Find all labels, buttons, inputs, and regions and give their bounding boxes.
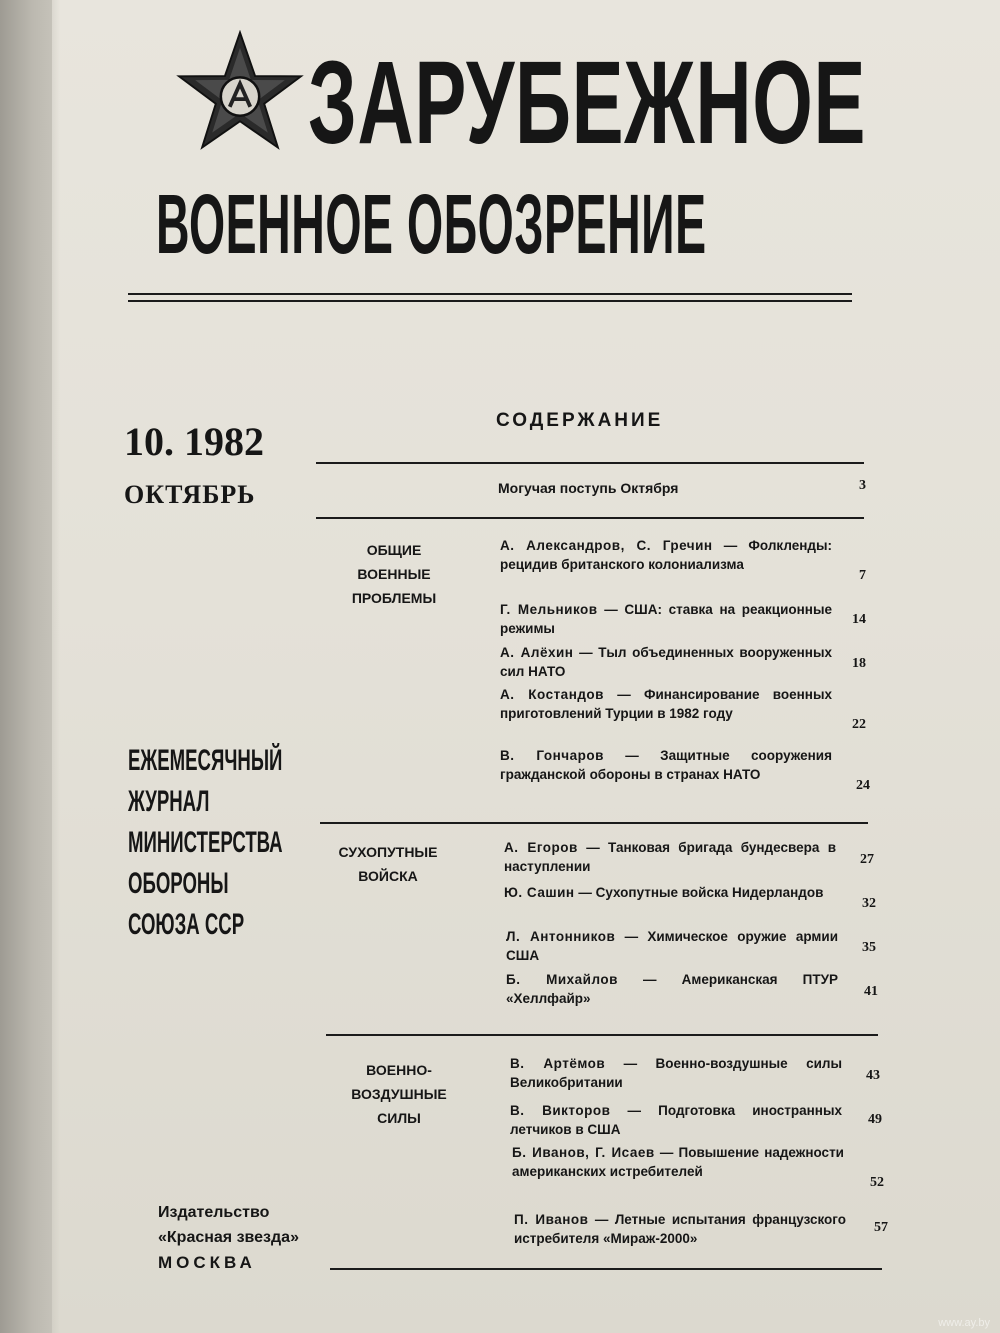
entry-author: П. Иванов <box>514 1212 589 1227</box>
toc-entry: Л. Антонников — Химическое оружие армии США <box>506 929 838 963</box>
entry-title: Фолкленды: рецидив британского колониализма <box>500 538 832 572</box>
entry-author: В. Викторов <box>510 1103 611 1118</box>
entry-page: 49 <box>868 1112 882 1127</box>
toc-entry: А. Костандов — Финансирование военных приготовлений Турции в 1982 году <box>500 687 832 721</box>
watermark: www.ay.by <box>938 1317 990 1329</box>
section-rule <box>316 517 864 519</box>
description-line: МИНИСТЕРСТВА <box>128 826 283 859</box>
contents-heading: СОДЕРЖАНИЕ <box>496 410 664 431</box>
entry-page: 41 <box>864 984 878 999</box>
entry-title: Американская ПТУР «Хеллфайр» <box>506 972 838 1006</box>
publisher-name: «Красная звезда» <box>158 1229 299 1246</box>
entry-title: Химическое оружие армии США <box>506 929 838 963</box>
entry-page: 52 <box>870 1175 884 1190</box>
issue-month: ОКТЯБРЬ <box>124 480 256 509</box>
entry-page: 22 <box>852 717 866 732</box>
toc-entry: В. Викторов — Подготовка иностранных летчиков в США <box>510 1103 842 1137</box>
entry-page: 35 <box>862 940 876 955</box>
toc-entry: В. Гончаров — Защитные сооружения гражданской обороны в странах НАТО <box>500 748 832 782</box>
masthead-rule-top <box>128 293 852 295</box>
entry-author: Г. Мельников <box>500 602 598 617</box>
entry-author: Б. Михайлов <box>506 972 618 987</box>
toc-entry: Г. Мельников — США: ставка на реакционные режимы <box>500 602 832 636</box>
binding-shadow <box>0 0 60 1333</box>
entry-author: Л. Антонников <box>506 929 616 944</box>
entry-title: Защитные сооружения гражданской обороны в странах НАТО <box>500 748 832 782</box>
description-line: СОЮЗА ССР <box>128 908 245 941</box>
entry-page: 14 <box>852 612 866 627</box>
lead-article-page: 3 <box>859 478 866 493</box>
entry-page: 18 <box>852 656 866 671</box>
entry-title: Тыл объединенных вооруженных сил НАТО <box>500 645 832 679</box>
contents-rule <box>316 462 864 464</box>
description-line: ЖУРНАЛ <box>128 785 210 818</box>
entry-title: Подготовка иностранных летчиков в США <box>510 1103 842 1137</box>
entry-author: А. Костандов <box>500 687 604 702</box>
publisher-city: МОСКВА <box>158 1253 256 1272</box>
toc-entry: Б. Михайлов — Американская ПТУР «Хеллфайр» <box>506 972 838 1006</box>
entry-title: Повышение надежности американских истребителей <box>512 1145 844 1179</box>
toc-entry: П. Иванов — Летные испытания французского истребителя «Мираж-2000» <box>514 1212 846 1246</box>
entry-page: 27 <box>860 852 874 867</box>
entry-author: В. Артёмов <box>510 1056 606 1071</box>
entry-title: Финансирование военных приготовлений Турции в 1982 году <box>500 687 832 721</box>
entry-author: В. Гончаров <box>500 748 604 763</box>
entry-title: Военно-воздушные силы Великобритании <box>510 1056 842 1090</box>
description-line: ЕЖЕМЕСЯЧНЫЙ <box>128 744 283 777</box>
entry-author: Ю. Сашин <box>504 885 575 900</box>
lead-article-title: Могучая поступь Октября <box>498 480 679 496</box>
description-line: ОБОРОНЫ <box>128 867 229 900</box>
entry-page: 32 <box>862 896 876 911</box>
entry-title: Летные испытания французского истребителя «Мираж-2000» <box>514 1212 846 1246</box>
section-rule <box>326 1034 878 1036</box>
bottom-rule <box>330 1268 882 1270</box>
entry-page: 43 <box>866 1068 880 1083</box>
entry-page: 24 <box>856 778 870 793</box>
toc-entry: А. Алёхин — Тыл объединенных вооруженных сил НАТО <box>500 645 832 679</box>
toc-entry: Ю. Сашин — Сухопутные войска Нидерландов <box>504 885 824 900</box>
entry-author: А. Егоров <box>504 840 578 855</box>
toc-entry: А. Александров, С. Гречин — Фолкленды: рецидив британского колониализма <box>500 538 832 572</box>
publisher-block <box>158 1200 299 1275</box>
entry-author: А. Александров, С. Гречин <box>500 538 713 553</box>
red-star-emblem-icon <box>176 30 304 158</box>
entry-page: 7 <box>859 568 866 583</box>
section-label: СУХОПУТНЫЕ ВОЙСКА <box>338 844 438 884</box>
entry-page: 57 <box>874 1220 888 1235</box>
issue-number: 10. 1982 <box>124 419 264 464</box>
entry-author: А. Алёхин <box>500 645 574 660</box>
publisher-line1: Издательство <box>158 1204 270 1221</box>
entry-author: Б. Иванов, Г. Исаев <box>512 1145 655 1160</box>
masthead-title-line2: ВОЕННОЕ ОБОЗРЕНИЕ <box>156 177 707 271</box>
toc-entry: В. Артёмов — Военно-воздушные силы Великобритании <box>510 1056 842 1090</box>
toc-entry: А. Егоров — Танковая бригада бундесвера в наступлении <box>504 840 836 874</box>
section-label: ВОЕННО- ВОЗДУШНЫЕ СИЛЫ <box>351 1062 447 1126</box>
entry-title: США: ставка на реакционные режимы <box>500 602 832 636</box>
section-label: ОБЩИЕ ВОЕННЫЕ ПРОБЛЕМЫ <box>351 542 437 606</box>
masthead-title-line1: ЗАРУБЕЖНОЕ <box>308 37 867 169</box>
journal-description <box>128 740 283 945</box>
section-rule <box>320 822 868 824</box>
entry-title: Сухопутные войска Нидерландов <box>595 885 824 900</box>
toc-entry: Б. Иванов, Г. Исаев — Повышение надежности американских истребителей <box>512 1145 844 1179</box>
masthead-rule-bottom <box>128 300 852 302</box>
entry-title: Танковая бригада бундесвера в наступлении <box>504 840 836 874</box>
